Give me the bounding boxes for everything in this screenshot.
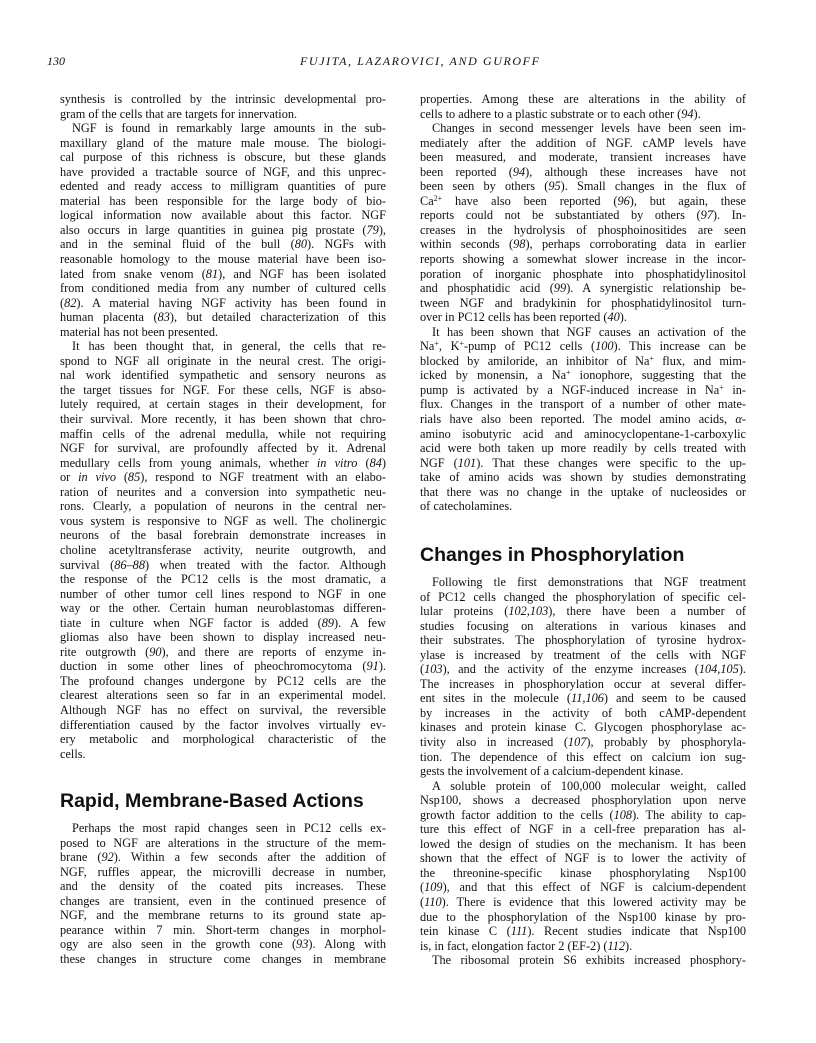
text-line: tween NGF and bradykinin for phosphatidylinositol turn-	[420, 295, 746, 310]
text-line: kinases and protein kinase C. Glycogen phosphorylase ac-	[420, 720, 746, 735]
italic-text: 82	[64, 295, 77, 310]
right-column-top	[420, 92, 746, 514]
text-line: differentiation caused by the factor involves virtually ev-	[60, 717, 386, 732]
text-line: maffin cells of the adrenal medulla, while not requiring	[60, 426, 386, 441]
text-run: ). A synergistic relationship be-	[566, 281, 746, 296]
text-line	[420, 412, 746, 427]
text-run: and phosphatidic acid (	[420, 281, 554, 296]
text-line: take of amino acids was shown by studies demonstrating	[420, 470, 746, 485]
italic-text: 94	[681, 106, 694, 121]
text-line: lutely required, at certain stages in their development, for	[60, 397, 386, 412]
text-line	[60, 470, 386, 485]
text-run: flux, and mim-	[653, 353, 746, 368]
text-line: ture this effect of NGF in a cell-free preparation has al-	[420, 822, 746, 837]
page-number: 130	[47, 54, 65, 68]
italic-text: 98	[513, 237, 526, 252]
text-run: been reported (	[420, 164, 513, 179]
text-line: The increases in phosphorylation occur at several differ-	[420, 676, 746, 691]
text-line: creases in the hydrolysis of phosphoinositides are seen	[420, 222, 746, 237]
text-run: in-	[723, 382, 746, 397]
paragraph	[60, 92, 386, 121]
section-heading-rapid-membrane-actions: Rapid, Membrane-Based Actions	[60, 790, 364, 812]
text-line: changes are transient, even in the continued presence of	[60, 893, 386, 908]
section-heading-changes-in-phosphorylation: Changes in Phosphorylation	[420, 544, 685, 566]
text-run: ).	[693, 106, 701, 121]
text-line: the target tissues for NGF. For these cells, NGF is abso-	[60, 382, 386, 397]
text-run: ), although these increases have not	[525, 164, 746, 179]
text-run: ) and seem to be caused	[603, 691, 746, 706]
text-line: ery metabolic and morphological characteristic of the	[60, 732, 386, 747]
text-line: gram of the cells that are targets for innervation.	[60, 106, 298, 121]
italic-text: 94	[512, 164, 526, 179]
paragraph	[420, 779, 746, 954]
text-run: ), and that this effect of NGF is calcium-dependent	[442, 880, 746, 895]
text-line	[60, 237, 386, 252]
text-line: and the density of the coated pits increases. These	[60, 879, 386, 894]
text-line: pearance within 7 min. Short-term changes in morphol-	[60, 922, 386, 937]
superscript: 2+	[433, 193, 443, 203]
text-line: the threonine-specific kinase phosphorylating Nsp100	[420, 865, 746, 880]
text-run: tiate in culture when NGF factor is added (	[60, 615, 322, 630]
paragraph	[60, 339, 386, 761]
text-run: ), perhaps corroborating data in earlier	[525, 237, 746, 252]
text-line: amino isobutyric acid and aminocyclopentane-1-carboxylic	[420, 426, 746, 441]
text-run: rite outgrowth (	[60, 644, 150, 659]
text-run: ). This increase can be	[613, 339, 746, 354]
text-line: shown that the effect of NGF is to lower the activity of	[420, 851, 746, 866]
text-run: icked by monensin, a Na	[420, 368, 567, 383]
text-line: their survival. More recently, it has been shown that chro-	[60, 412, 386, 427]
paragraph	[60, 121, 386, 339]
italic-text: 93	[296, 937, 309, 952]
italic-text: 84	[369, 455, 382, 470]
text-run: reports could not be substantiated by others (	[420, 208, 701, 223]
text-run: duction in some other lines of pheochromocytoma (	[60, 659, 367, 674]
text-line: properties. Among these are alterations in the ability of	[420, 92, 746, 106]
text-line	[420, 808, 746, 823]
text-line: been measured, and moderate, transient increases have	[420, 150, 746, 165]
text-run: ),	[378, 222, 386, 237]
text-line: posed to NGF are alterations in the structure of the mem-	[60, 835, 386, 850]
text-line: Although NGF has no effect on survival, the reversible	[60, 702, 386, 717]
text-line: nal work identified sympathetic and sensory neurons as	[60, 368, 386, 383]
text-line	[420, 924, 746, 939]
paragraph	[420, 92, 746, 121]
text-run: ), but again, these	[629, 193, 746, 208]
text-line: these changes in structure come changes in membrane	[60, 951, 386, 966]
italic-text: 96	[617, 193, 630, 208]
paragraph	[60, 821, 386, 966]
text-line: choline acetyltransferase activity, neurite outgrowth, and	[60, 542, 386, 557]
text-line: studies focusing on alterations in various kinases and	[420, 618, 746, 633]
text-line: Perhaps the most rapid changes seen in PC12 cells ex-	[72, 821, 386, 835]
text-line: spond to NGF all originate in the neural crest. The origi-	[60, 353, 386, 368]
text-run: (	[60, 295, 65, 310]
text-line: logical information now available about this factor. NGF	[60, 208, 386, 223]
text-line	[420, 691, 746, 706]
text-run: ). In-	[712, 208, 746, 223]
text-line	[420, 208, 746, 223]
text-run: ), and the activity of the enzyme increases (	[442, 662, 699, 677]
text-run: Ca	[420, 193, 434, 208]
italic-text: 109	[424, 880, 443, 895]
paragraph	[420, 953, 746, 968]
text-run: survival (	[60, 557, 115, 572]
text-line: have provided a tractable source of NGF, and this unprec-	[60, 164, 386, 179]
text-run: growth factor addition to the cells (	[420, 807, 614, 822]
text-run: lated from snake venom (	[60, 266, 206, 281]
text-run: ) when treated with the factor. Although	[144, 557, 386, 572]
text-line	[420, 281, 746, 296]
text-line: that there was no change in the uptake of nucleosides or	[420, 484, 746, 499]
superscript: +	[649, 353, 654, 363]
text-line: It has been shown that NGF causes an activation of the	[432, 324, 746, 339]
italic-text: 111	[510, 924, 528, 939]
text-line	[420, 383, 746, 398]
text-line: cal purpose of this richness is obscure, but these glands	[60, 150, 386, 165]
text-line: NGF for survival, are profoundly affected by it. Adrenal	[60, 441, 386, 456]
text-line	[420, 339, 746, 354]
text-run: ). A few	[334, 615, 386, 630]
text-line	[420, 895, 746, 910]
text-run: (	[357, 455, 370, 470]
text-run: have also been reported (	[442, 193, 618, 208]
text-line	[420, 354, 746, 369]
text-run: ). Small changes in the flux of	[560, 179, 746, 194]
text-line	[60, 310, 386, 325]
text-line	[420, 368, 746, 383]
text-line	[60, 456, 386, 471]
italic-text: in vivo	[78, 470, 116, 485]
italic-text: 104,105	[698, 662, 739, 677]
text-line: NGF is found in remarkably large amounts in the sub-	[72, 121, 386, 136]
text-line	[60, 223, 386, 238]
text-run: ent sites in the molecule (	[420, 691, 571, 706]
text-run: ), and there are reports of enzyme in-	[161, 644, 386, 659]
text-line: material has not been presented.	[60, 324, 219, 339]
text-line: tion. The dependence of this effect on calcium ion sug-	[420, 749, 746, 764]
text-line: from conditioned media from any number of cultured cells	[60, 281, 386, 296]
text-line	[420, 237, 746, 252]
text-line: It has been thought that, in general, the cells that re-	[72, 339, 386, 354]
text-line: NGF, ruffles appear, the microvilli decrease in number,	[60, 864, 386, 879]
text-line: vous system is responsive to NGF as well. The cholinergic	[60, 513, 386, 528]
text-line: flux. Changes in the transport of a number of other mate-	[420, 397, 746, 412]
italic-text: 95	[548, 179, 561, 194]
text-line	[420, 735, 746, 750]
italic-text: α	[735, 412, 742, 427]
text-line: ration of neurites and a conversion into sympathetic neu-	[60, 484, 386, 499]
text-run: NGF (	[420, 455, 458, 470]
running-title: FUJITA, LAZAROVICI, AND GUROFF	[300, 54, 541, 68]
text-line	[420, 604, 746, 619]
superscript: +	[459, 339, 465, 349]
text-line: Changes in second messenger levels have been seen im-	[432, 121, 746, 136]
text-run: medullary cells from young animals, whether	[60, 455, 317, 470]
text-run: ), probably by phosphoryla-	[586, 735, 746, 750]
text-line: rons. Clearly, a population of neurons in the central ner-	[60, 499, 386, 514]
text-run: and in the seminal fluid of the bull (	[60, 237, 295, 252]
text-run: ). NGFs with	[306, 237, 386, 252]
text-run: ). Recent studies indicate that Nsp100	[527, 924, 746, 939]
text-run: lular proteins (	[420, 604, 509, 619]
text-run: -pump of PC12 cells (	[464, 339, 596, 354]
italic-text: 40	[607, 310, 620, 325]
italic-text: 89	[321, 615, 335, 630]
right-column-bottom	[420, 575, 746, 968]
text-line: Following tle first demonstrations that NGF treatment	[432, 575, 746, 589]
text-line: gests the involvement of a calcium-dependent kinase.	[420, 764, 684, 779]
text-run: ), but detailed characterization of this	[169, 310, 386, 325]
text-line	[60, 616, 386, 631]
text-run: ). A material having NGF activity has been found in	[76, 295, 386, 310]
text-line: due to the phosphorylation of the Nsp100 kinase by pro-	[420, 909, 746, 924]
italic-text: 79	[366, 222, 379, 237]
italic-text: 85	[127, 470, 141, 485]
italic-text: 103	[424, 662, 443, 677]
italic-text: 86–88	[114, 557, 145, 572]
text-run: (	[420, 895, 425, 910]
text-line	[420, 107, 746, 122]
text-run: Na	[420, 339, 435, 354]
text-run: (	[115, 470, 128, 485]
text-run: pump is activated by a NGF-induced increase in Na	[420, 382, 720, 397]
text-line: A soluble protein of 100,000 molecular weight, called	[432, 778, 746, 793]
text-line: reasonable homology to the mouse material have been iso-	[60, 252, 386, 267]
text-run: (	[420, 662, 425, 677]
text-line: clearest alterations seen so far in an experimental model.	[60, 688, 386, 703]
italic-text: 97	[700, 208, 713, 223]
text-line: The profound changes undergone by PC12 cells are the	[60, 673, 386, 688]
italic-text: 91	[366, 659, 379, 674]
superscript: +	[566, 368, 571, 378]
text-run: ogy are also seen in the growth cone (	[60, 937, 297, 952]
italic-text: 81	[205, 266, 219, 281]
paragraph	[420, 325, 746, 514]
text-line: of catecholamines.	[420, 499, 513, 514]
text-line	[60, 850, 386, 865]
text-run: within seconds (	[420, 237, 514, 252]
text-run: ).	[378, 659, 386, 674]
text-run: is, in fact, elongation factor 2 (EF-2) (	[420, 938, 608, 953]
text-run: ), respond to NGF treatment with an elabo-	[140, 470, 386, 485]
text-line: material has been responsible for the large body of bio-	[60, 193, 386, 208]
text-line	[420, 880, 746, 895]
italic-text: 92	[101, 850, 114, 865]
text-run: tivity also in increased (	[420, 735, 568, 750]
text-line: way or the other. Certain human neuroblastomas differen-	[60, 601, 386, 616]
text-line	[60, 659, 386, 674]
text-line: ylase is increased by treatment of the cells with NGF	[420, 647, 746, 662]
text-line: acid were both taken up more readily by cells treated with	[420, 441, 746, 456]
text-run: human placenta (	[60, 310, 158, 325]
text-run: ). Along with	[308, 937, 386, 952]
text-line: by increases in the activity of both cAMP-dependent	[420, 705, 746, 720]
text-run: also occurs in large quantities in guinea pig prostate (	[60, 222, 367, 237]
text-line: lowed the design of studies on the mechanism. It has been	[420, 836, 746, 851]
paragraph	[420, 121, 746, 325]
text-run: rials have also been reported. The model amino acids,	[420, 412, 736, 427]
italic-text: in vitro	[316, 455, 358, 470]
superscript: +	[719, 382, 724, 392]
text-run: blocked by amiloride, an inhibitor of Na	[420, 353, 650, 368]
text-run: tein kinase C (	[420, 924, 511, 939]
text-run: ), and NGF has been isolated	[218, 266, 386, 281]
text-line	[60, 937, 386, 952]
text-line: their substrates. The phosphorylation of tyrosine hydrox-	[420, 633, 746, 648]
text-run: or	[60, 470, 79, 485]
italic-text: 99	[553, 281, 567, 296]
left-column-bottom	[60, 821, 386, 966]
text-run: (	[420, 880, 425, 895]
text-run: ). That these changes were specific to the up-	[476, 455, 746, 470]
italic-text: 108	[613, 807, 633, 822]
text-run: ).	[738, 662, 746, 677]
text-line: maxillary gland of the mature male mouse. The biologi-	[60, 135, 386, 150]
text-line	[420, 194, 746, 209]
text-line	[420, 662, 746, 677]
text-line: poration of inorganic phosphate into phosphatidylinositol	[420, 266, 746, 281]
italic-text: 11,106	[570, 691, 604, 706]
text-line: synthesis is controlled by the intrinsic developmental pro-	[60, 92, 386, 106]
text-run: over in PC12 cells has been reported (	[420, 310, 608, 325]
text-line: edented and ready access to milligram quantities of pure	[60, 179, 386, 194]
italic-text: 110	[424, 895, 442, 910]
text-line: the response of the PC12 cells is the most dramatic, a	[60, 572, 386, 587]
italic-text: 83	[157, 310, 170, 325]
text-line	[60, 296, 386, 311]
text-run: )	[381, 455, 386, 470]
text-line	[420, 310, 746, 325]
superscript: +	[434, 339, 439, 349]
italic-text: 80	[294, 237, 307, 252]
paragraph	[420, 575, 746, 779]
text-run: ionophore, suggesting that the	[570, 368, 746, 383]
text-run: ).	[625, 938, 633, 953]
text-line: number of other tumor cell lines respond to NGF in one	[60, 586, 386, 601]
italic-text: 90	[149, 644, 162, 659]
text-run: ), there have been a number of	[548, 604, 746, 619]
text-line: Nsp100, shows a decreased phosphorylation upon nerve	[420, 793, 746, 808]
text-run: , K	[438, 339, 460, 354]
text-line	[420, 165, 746, 180]
text-line	[60, 645, 386, 660]
text-run: ). There is evidence that this lowered activity may be	[441, 895, 746, 910]
text-run: cells to adhere to a plastic substrate or to each other (	[420, 106, 682, 121]
italic-text: 107	[567, 735, 587, 750]
text-line: cells.	[60, 746, 86, 761]
italic-text: 102,103	[508, 604, 549, 619]
text-line	[420, 179, 746, 194]
text-line	[60, 267, 386, 282]
text-line: of PC12 cells changed the phosphorylation of specific cel-	[420, 589, 746, 604]
text-line: reports showing a somewhat slower increase in the incor-	[420, 252, 746, 267]
text-line	[60, 558, 386, 573]
left-column-top	[60, 92, 386, 761]
text-run: ). The ability to cap-	[632, 807, 746, 822]
text-line: neurons of the basal forebrain demonstrate increases in	[60, 528, 386, 543]
text-line	[420, 939, 746, 954]
text-run: been seen by others (	[420, 179, 549, 194]
text-line: mediately after the addition of NGF. cAMP levels have	[420, 135, 746, 150]
text-line: NGF, and the membrane returns to its ground state ap-	[60, 908, 386, 923]
text-run: -	[741, 412, 746, 427]
text-line	[420, 456, 746, 471]
text-line: gliomas also have been shown to display increased neu-	[60, 630, 386, 645]
text-run: ).	[619, 310, 627, 325]
italic-text: 112	[607, 938, 626, 953]
text-run: brane (	[60, 850, 102, 865]
text-line: The ribosomal protein S6 exhibits increased phosphory-	[432, 953, 746, 968]
text-run: ). Within a few seconds after the addition of	[113, 850, 386, 865]
italic-text: 100	[595, 339, 614, 354]
italic-text: 101	[457, 455, 477, 470]
